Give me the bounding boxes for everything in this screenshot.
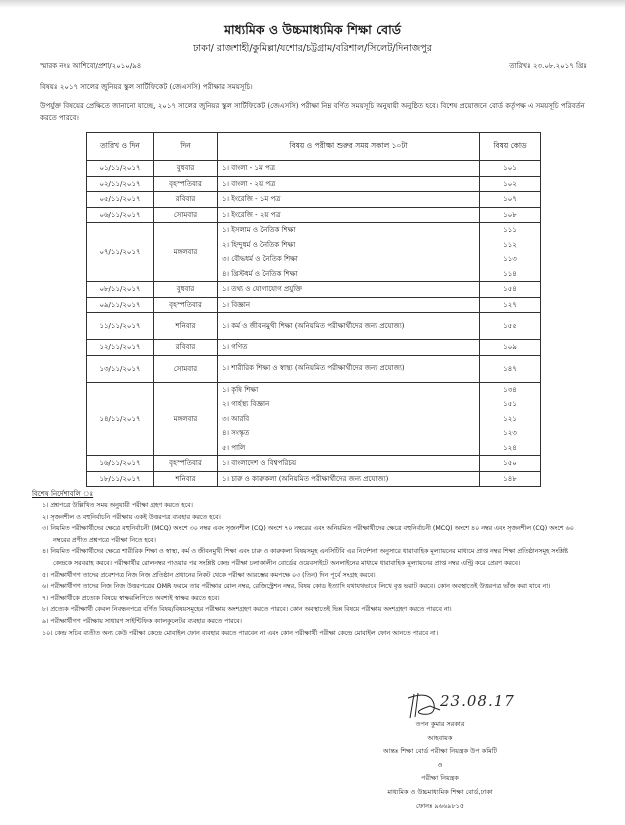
- subject-code: ১০৮: [503, 210, 517, 219]
- subject-code: ১৫১: [503, 400, 517, 408]
- issue-date: তারিখঃ ২৩.০৮.২০১৭ খ্রিঃ: [509, 62, 587, 70]
- subject-name: ১। ইংরেজি - ২য় পত্র: [222, 210, 281, 219]
- subject-name: ২। গার্হস্থ্য বিজ্ঞান: [222, 400, 270, 408]
- subject-name: ১। শারীরিক শিক্ষা ও স্বাস্থ্য (অনিয়মিত পরীক্ষার্থীদের জন্য প্রযোজ্য): [222, 364, 405, 372]
- exam-subjects: [218, 161, 480, 177]
- subject-code: ১০৯: [503, 343, 517, 351]
- table-row: [87, 297, 541, 313]
- subject-codes: [480, 382, 541, 456]
- exam-date: ১১/১১/২০১৭: [87, 313, 154, 340]
- special-instructions-list: [42, 500, 587, 639]
- exam-subjects: [218, 176, 480, 192]
- subject-code: ১২৪: [503, 443, 517, 452]
- exam-day: বৃহস্পতিবার: [154, 297, 218, 313]
- signature-date: 23.08.17: [440, 692, 515, 710]
- header-code: বিষয় কোড: [480, 133, 541, 161]
- subject-code: ১৫০: [503, 459, 517, 467]
- instruction-item: ১। প্রশ্নপত্রে উল্লিখিত সময় অনুযায়ী পরীক্ষা গ্রহণ করতে হবে।: [42, 502, 193, 509]
- table-header-row: [87, 133, 541, 161]
- subject-code: ১২৭: [503, 300, 517, 309]
- subject-codes: [480, 223, 541, 282]
- special-instructions-heading: বিশেষ নির্দেশাবলি ঃ: [32, 490, 94, 498]
- instruction-item: ৮। প্রত্যেক পরীক্ষার্থী কেবল নিবন্ধনপত্রে বর্ণিত বিষয়/বিষয়সমূহের পরীক্ষায় অংশগ্রহণ করতে পারবে। কোন অবস্থাতেই ভিন্ন বিষয়ে পরীক্ষায় অংশগ্রহণ করতে পারবে না।: [42, 606, 452, 614]
- exam-day: বৃহস্পতিবার: [154, 456, 218, 472]
- subject-name: ১। বাংলাদেশ ও বিশ্বপরিচয়: [222, 459, 297, 467]
- signatory-phone: ফোনঃ ৯৬৬৯৮১৫: [415, 801, 465, 810]
- exam-subjects: [218, 340, 480, 356]
- subject-name: ১। বিজ্ঞান: [222, 300, 251, 309]
- table-row: [87, 282, 541, 298]
- exam-date: ০১/১১/২০১৭: [87, 161, 154, 177]
- exam-day: বুধবার: [154, 161, 218, 177]
- subject-code: ১০১: [503, 164, 517, 172]
- subject-name: ১। বাংলা - ২য় পত্র: [222, 179, 276, 188]
- table-row: [87, 223, 541, 282]
- exam-date: ০৯/১১/২০১৭: [87, 297, 154, 313]
- exam-date: ১৩/১১/২০১৭: [87, 355, 154, 382]
- subject-name: ১। বাংলা - ১ম পত্র: [222, 164, 275, 172]
- exam-date: ০৮/১১/২০১৭: [87, 282, 154, 298]
- table-row: [87, 340, 541, 356]
- signatory-role: আহবায়ক: [427, 733, 453, 742]
- subject-code: ১২১: [503, 414, 517, 423]
- exam-day: শনিবার: [154, 313, 218, 340]
- subject-code: ১২৩: [503, 429, 517, 437]
- subject-code: ১১২: [503, 240, 517, 249]
- subject-codes: [480, 340, 541, 356]
- subject-codes: [480, 355, 541, 382]
- exam-date: ১২/১১/২০১৭: [87, 340, 154, 356]
- signatory-organization: মাধ্যমিক ও উচ্চমাধ্যমিক শিক্ষা বোর্ড,ঢাকা: [387, 787, 493, 796]
- scan-edge-shadow: [0, 0, 625, 8]
- exam-day: সোমবার: [154, 207, 218, 223]
- exam-date: ১৮/১১/২০১৭: [87, 471, 154, 487]
- exam-date: ০৫/১১/২০১৭: [87, 192, 154, 208]
- instruction-item: ৬। পরীক্ষার্থীগণ তাদের নিজ নিজ উত্তরপত্রের OMR ফরমে তার পরীক্ষার রোল নম্বর, রেজিস্ট্রেশন নম্বর, বিষয় কোড ইত্যাদি যথাযথভাবে লিখে বৃত্ত ভরাট করবে। কোন অবস্থাতেই উত্তরপত্র ভাঁজ করা যাবে না।: [42, 583, 551, 591]
- exam-day: রবিবার: [154, 340, 218, 356]
- memo-number: স্মারক নংঃ আশিবো/প্রশা/২০১০/৯৪: [40, 62, 142, 70]
- header-day: দিন: [154, 133, 218, 161]
- exam-day: বুধবার: [154, 282, 218, 298]
- board-title: মাধ্যমিক ও উচ্চমাধ্যমিক শিক্ষা বোর্ড: [224, 22, 401, 37]
- signature-block: [340, 718, 540, 813]
- exam-subjects: [218, 382, 480, 456]
- subject-name: ১। ইসলাম ও নৈতিক শিক্ষা: [222, 226, 296, 234]
- subject-codes: [480, 471, 541, 487]
- header-date: তারিখ ও দিন: [87, 133, 154, 161]
- exam-subjects: [218, 192, 480, 208]
- exam-day: মঙ্গলবার: [154, 382, 218, 456]
- subject-codes: [480, 282, 541, 298]
- table-row: [87, 456, 541, 472]
- subject-code: ১১৪: [503, 269, 517, 278]
- subject-code: ১৪৮: [503, 474, 517, 483]
- subject-codes: [480, 161, 541, 177]
- exam-day: বৃহস্পতিবার: [154, 176, 218, 192]
- subject-codes: [480, 313, 541, 340]
- table-row: [87, 355, 541, 382]
- schedule-body: [87, 161, 541, 487]
- table-row: [87, 313, 541, 340]
- exam-day: সোমবার: [154, 355, 218, 382]
- subject-name: ৩। বৌদ্ধধর্ম ও নৈতিক শিক্ষা: [222, 255, 298, 263]
- instruction-item: ৭। পরীক্ষার্থীকে প্রত্যেক বিষয়ে স্বাক্ষরলিপিতে অবশ্যই স্বাক্ষর করতে হবে।: [42, 594, 220, 602]
- exam-date: ০২/১১/২০১৭: [87, 176, 154, 192]
- subject-codes: [480, 456, 541, 472]
- subject-name: ২। হিন্দুধর্ম ও নৈতিক শিক্ষা: [222, 240, 296, 249]
- instruction-item: ৯। পরীক্ষার্থীগণ পরীক্ষায় সাধারণ সাইন্টিফিক ক্যালকুলেটর ব্যবহার করতে পারবে।: [42, 617, 242, 625]
- signatory-committee: আন্তঃ শিক্ষা বোর্ড পরীক্ষা নিয়ন্ত্রক উপ কমিটি: [382, 747, 498, 756]
- subject-name: ৪। খ্রিস্টধর্ম ও নৈতিক শিক্ষা: [222, 269, 298, 278]
- table-row: [87, 176, 541, 192]
- subject-name: ১। কৃষি শিক্ষা: [222, 385, 259, 394]
- subject-name: ১। কর্ম ও জীবনমুখী শিক্ষা (অনিয়মিত পরীক্ষার্থীদের জন্য প্রযোজ্য): [222, 321, 405, 330]
- table-row: [87, 382, 541, 456]
- subject-code: ১৪৭: [503, 364, 517, 373]
- subject-code: ১১১: [503, 226, 517, 234]
- table-row: [87, 161, 541, 177]
- subject-name: ১। চারু ও কারুকলা (অনিয়মিত পরীক্ষার্থীদের জন্য প্রযোজ্য): [222, 474, 389, 483]
- instruction-item: ৪। নিয়মিত পরীক্ষার্থীদের ক্ষেত্রে শারীরিক শিক্ষা ও স্বাস্থ্য, কর্ম ও জীবনমুখী শিক্ষা এবং চারু ও কারুকলা বিষয়সমূহ এনসিটিবি এর নির্দেশনা অনুসারে ধারাবাহিক মূল্যায়নের মাধ্যমে প্রাপ্ত নম্বর শিক্ষা প্রতিষ্ঠানসমূহ সংশ্লিষ্ট কেন্দ্রকে সরবরাহ করবে। পরীক্ষার্থীর রোলনম্বর পাওয়ার পর সংশ্লিষ্ট কেন্দ্র পরীক্ষা চলাকালীন বোর্ডের ওয়েবসাইটে অনলাইনের মাধ্যমে ধারাবাহিক মূল্যায়নের প্রাপ্ত নম্বর এন্ট্রি করে প্রেরণ করবে।: [42, 548, 568, 567]
- subject-code: ১৫৫: [503, 322, 517, 330]
- board-cities: ঢাকা/ রাজশাহী/কুমিল্লা/যশোর/চট্টগ্রাম/বরিশাল/সিলেট/দিনাজপুর: [193, 43, 432, 54]
- subject-name: ১। তথ্য ও যোগাযোগ প্রযুক্তি: [222, 285, 302, 293]
- subject-codes: [480, 297, 541, 313]
- instruction-item: ৫। পরীক্ষার্থীগণ তাদের প্রবেশপত্র নিজ নিজ প্রতিষ্ঠান প্রধানের নিকট থেকে পরীক্ষা আরম্ভের কমপক্ষে ০৩ (তিন) দিন পূর্বে সংগ্রহ করবে।: [42, 571, 376, 579]
- subject-line: বিষয়ঃ ২০১৭ সালের জুনিয়র স্কুল সার্টিফিকেট (জেএসসি) পরীক্ষার সময়সূচি।: [40, 83, 253, 91]
- instruction-item: ৩। নিয়মিত পরীক্ষার্থীদের ক্ষেত্রে বহুনির্বাচনী (MCQ) অংশে ৩০ নম্বর এবং সৃজনশীল (CQ) অংশে ৭০ নম্বরের এবং অনিয়মিত পরীক্ষার্থীদের ক্ষেত্রে বহুনির্বাচনী (MCQ) অংশে ৪০ নম্বর এবং সৃজনশীল (CQ) অংশে ৬০ নম্বরের প্রণীত প্রশ্নপত্রে পরীক্ষা নিতে হবে।: [42, 525, 574, 544]
- table-row: [87, 192, 541, 208]
- subject-name: ১। ইংরেজি - ১ম পত্র: [222, 195, 281, 203]
- exam-day: মঙ্গলবার: [154, 223, 218, 282]
- subject-name: ৫। পালি: [222, 443, 246, 452]
- exam-subjects: [218, 471, 480, 487]
- intro-paragraph: উপর্যুক্ত বিষয়ের প্রেক্ষিতে জানানো যাচ্ছে, ২০১৭ সালের জুনিয়র স্কুল সার্টিফিকেট (জেএসসি) পরীক্ষা নিম্ন বর্ণিত সময়সূচি অনুযায়ী অনুষ্ঠিত হবে। বিশেষ প্রয়োজনে বোর্ড কর্তৃপক্ষ এ সময়সূচি পরিবর্তন করতে পারবে।: [40, 102, 585, 122]
- signatory-name: তপন কুমার সরকার: [415, 720, 465, 728]
- signatory-conjunction: ও: [437, 760, 443, 769]
- table-row: [87, 471, 541, 487]
- exam-date: ০৭/১১/২০১৭: [87, 223, 154, 282]
- signatory-title: পরীক্ষা নিয়ন্ত্রক: [421, 774, 459, 783]
- instruction-item: ২। সৃজনশীল ও বহুনির্বাচনি পরীক্ষায় একই উত্তরপত্র ব্যবহার করতে হবে।: [42, 513, 221, 521]
- exam-day: রবিবার: [154, 192, 218, 208]
- subject-name: ১। গণিত: [222, 343, 248, 351]
- exam-subjects: [218, 297, 480, 313]
- subject-code: ১৩৪: [503, 385, 517, 394]
- subject-code: ১৫৪: [503, 285, 517, 293]
- exam-schedule-table: [86, 132, 541, 487]
- exam-subjects: [218, 207, 480, 223]
- subject-codes: [480, 176, 541, 192]
- header-subject: বিষয় ও পরীক্ষা শুরুর সময় সকাল ১০টা: [218, 133, 480, 161]
- subject-name: ৪। সংস্কৃত: [222, 429, 250, 437]
- subject-code: ১১৩: [503, 255, 517, 263]
- subject-code: ১০২: [503, 179, 517, 188]
- exam-date: ০৬/১১/২০১৭: [87, 207, 154, 223]
- table-row: [87, 207, 541, 223]
- exam-subjects: [218, 456, 480, 472]
- subject-codes: [480, 192, 541, 208]
- exam-subjects: [218, 355, 480, 382]
- exam-subjects: [218, 282, 480, 298]
- exam-subjects: [218, 313, 480, 340]
- subject-code: ১০৭: [503, 195, 517, 203]
- subject-name: ৩। আরবি: [222, 414, 250, 423]
- subject-codes: [480, 207, 541, 223]
- instruction-item: ১০। কেন্দ্র সচিব ব্যতীত অন্য কেউ পরীক্ষা কেন্দ্রে মোবাইল ফোন ব্যবহার করতে পারবেন না এবং কোন পরীক্ষার্থী পরীক্ষা কেন্দ্রে মোবাইল ফোন আনতে পারবে না।: [42, 629, 438, 637]
- exam-day: শনিবার: [154, 471, 218, 487]
- exam-date: ১৬/১১/২০১৭: [87, 456, 154, 472]
- exam-date: ১৪/১১/২০১৭: [87, 382, 154, 456]
- exam-subjects: [218, 223, 480, 282]
